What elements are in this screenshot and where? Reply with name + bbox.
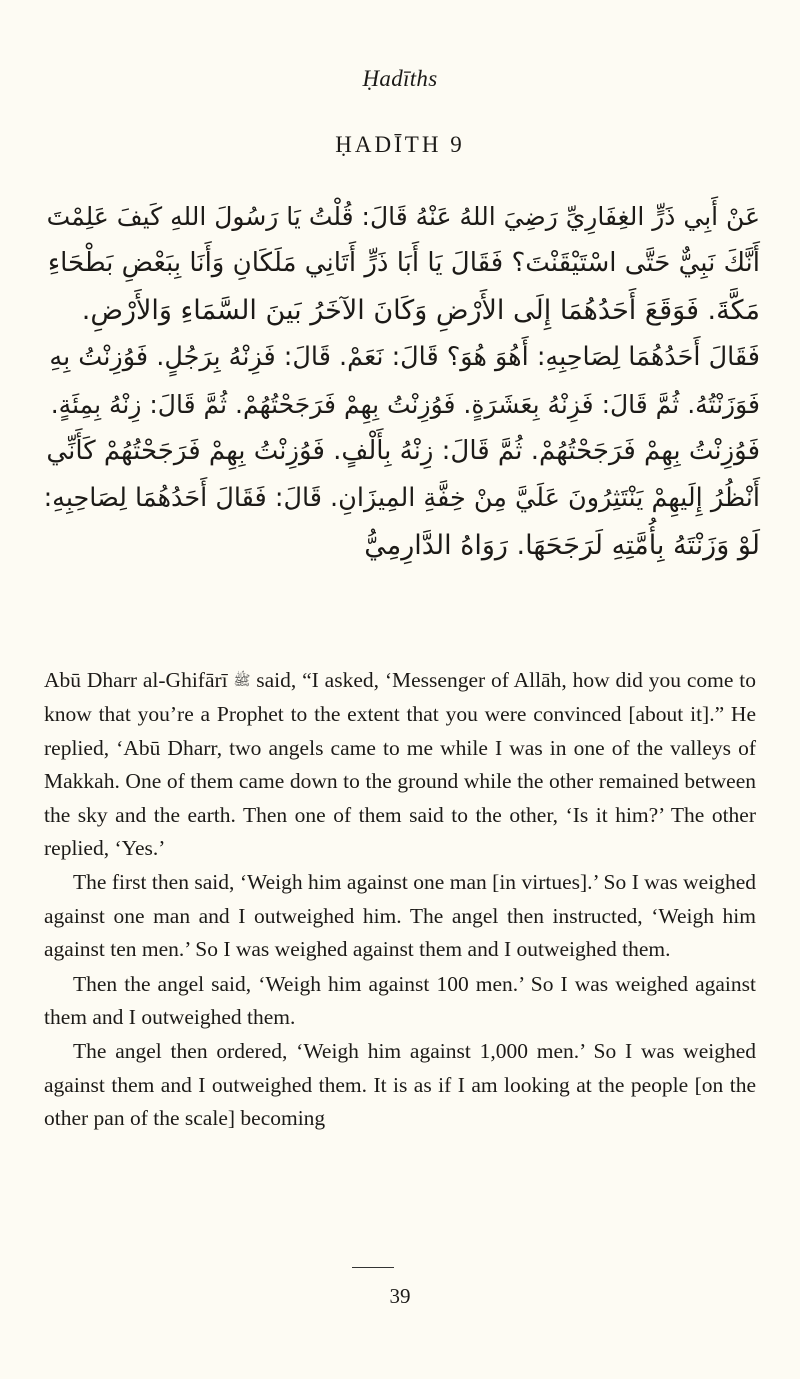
translation-paragraph <box>44 664 756 865</box>
footer-divider <box>352 1267 394 1268</box>
translation-paragraph: The first then said, ‘Weigh him against one man [in virtues].’ So I was weighed against one man and I outweighed him. The angel then instructed, ‘Weigh him against ten men.’ So I was weighed against them and I outweighed them. <box>44 870 756 962</box>
english-translation <box>44 664 756 1136</box>
arabic-line: فَقَالَ أَحَدُهُمَا لِصَاحِبِهِ: أَهُوَ هُوَ؟ قَالَ: نَعَمْ. قَالَ: فَزِنْهُ بِرَجُلٍ. فَوُزِنْتُ بِهِ <box>49 342 760 372</box>
honorific-symbol: ﷺ <box>233 674 251 689</box>
hadith-heading: ḤADĪTH 9 <box>335 132 465 157</box>
arabic-line: فَوَزَنْتُهُ. ثُمَّ قَالَ: فَزِنْهُ بِعَشَرَةٍ. فَوُزِنْتُ بِهِمْ فَرَجَحْتُهُمْ. ثُمَّ قَالَ: زِنْهُ بِمِئَةٍ. <box>50 390 760 419</box>
narrator-name: Abū Dharr al-Ghifārī <box>44 668 228 692</box>
paragraph-text: said, “I asked, ‘Messenger of Allāh, how did you come to know that you’re a Prophet to the extent that you were convinced [about it].” He replied, ‘Abū Dharr, two angels came to me while I was in one of the valleys of Makkah. One of them came down to the ground while the other remained between the sky and the earth. Then one of them said to the other, ‘Is it him?’ The other replied, ‘Yes.’ <box>44 668 757 861</box>
arabic-line: لَوْ وَزَنْتَهُ بِأُمَّتِهِ لَرَجَحَهَا. رَوَاهُ الدَّارِمِيُّ <box>364 530 760 561</box>
arabic-line: أَنَّكَ نَبِيٌّ حَتَّى اسْتَيْقَنْتَ؟ فَقَالَ يَا أَبَا ذَرٍّ أَتَانِي مَلَكَانِ وَأَنَا بِبَعْضِ بَطْحَاءِ <box>47 248 760 278</box>
translation-paragraph: Then the angel said, ‘Weigh him against 100 men.’ So I was weighed against them and I outweighed them. <box>44 971 756 1030</box>
translation-paragraph: The angel then ordered, ‘Weigh him against 1,000 men.’ So I was weighed against them and I outweighed them. It is as if I am looking at the people [on the other pan of the scale] becoming <box>44 1039 756 1131</box>
arabic-line: مَكَّةَ. فَوَقَعَ أَحَدُهُمَا إِلَى الأَرْضِ وَكَانَ الآخَرُ بَينَ السَّمَاءِ وَالأَرْضِ. <box>81 295 760 326</box>
arabic-line: عَنْ أَبِي ذَرٍّ الغِفَارِيِّ رَضِيَ اللهُ عَنْهُ قَالَ: قُلْتُ يَا رَسُولَ اللهِ كَيفَ عَلِمْتَ <box>46 202 760 231</box>
running-head: Ḥadīths <box>362 66 438 91</box>
arabic-line: أَنْظُرُ إِلَيهِمْ يَنْتَثِرُونَ عَلَيَّ مِنْ خِفَّةِ المِيزَانِ. قَالَ: فَقَالَ أَحَدُهُمَا لِصَاحِبِهِ: <box>43 483 760 513</box>
page-number: 39 <box>389 1284 411 1308</box>
arabic-line: فَوُزِنْتُ بِهِمْ فَرَجَحْتُهُمْ. ثُمَّ قَالَ: زِنْهُ بِأَلْفٍ. فَوُزِنْتُ بِهِمْ فَرَجَحْتُهُمْ كَأَنِّي <box>46 436 760 466</box>
arabic-text <box>40 193 760 569</box>
